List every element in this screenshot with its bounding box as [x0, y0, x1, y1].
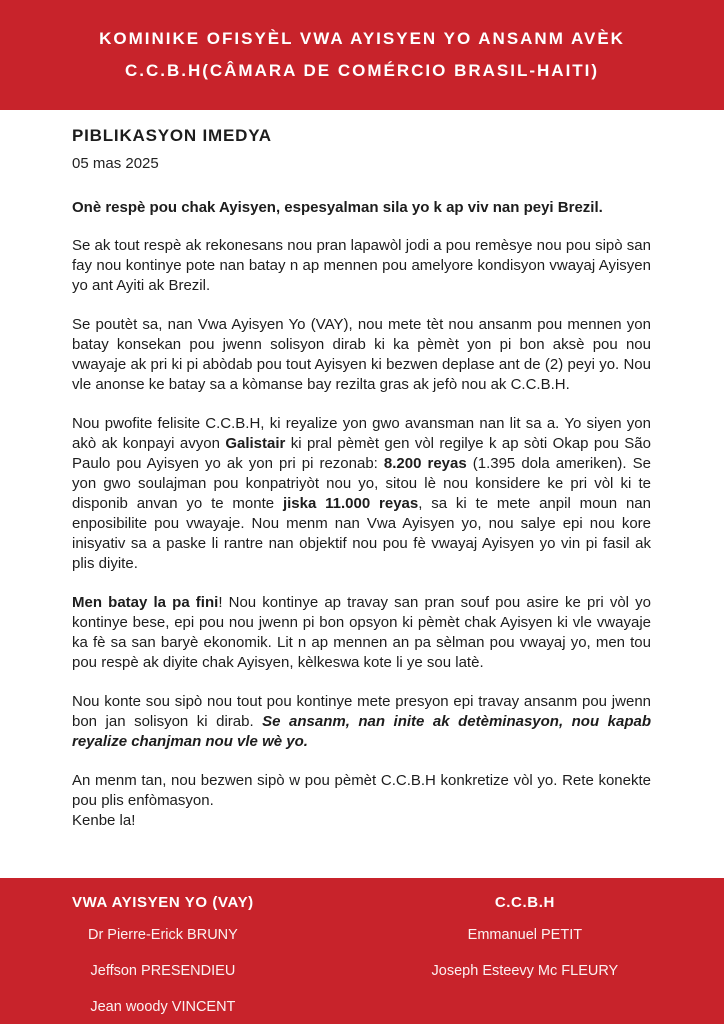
intro-line: Onè respè pou chak Ayisyen, espesyalman sila yo k ap viv nan peyi Brezil.	[72, 199, 603, 216]
org-title-ccbh: C.C.B.H	[494, 894, 555, 911]
paragraph-6: An menm tan, nou bezwen sipò w pou pèmèt C.C.B.H konkretize vòl yo. Rete konekte pou plis enfòmasyon.	[72, 772, 651, 809]
paragraph-list	[72, 236, 651, 811]
signatory-name: Joseph Esteevy Mc FLEURY	[431, 963, 619, 979]
release-date: 05 mas 2025	[72, 155, 159, 172]
release-type-label: PIBLIKASYON IMEDYA	[72, 126, 272, 145]
paragraph-3: Nou pwofite felisite C.C.B.H, ki reyalize yon gwo avansman nan lit sa a. Yo siyen yon akò ak konpayi avyon Galistair ki pral pèmèt gen vòl regilye k ap sòti Okap pou São Paulo pou Ayisyen yo ak yon pri pi rezonab: 8.200 reyas (1.395 dola ameriken). Se yon gwo soulajman pou konpatriyòt nou yo, sitou lè nou konsidere ke pri vòl ki te disponib anvan yo te monte jiska 11.000 reyas, sa ki te mete anpil moun nan enposibilite pou vwayaje. Nou menm nan Vwa Ayisyen yo, nou salye epi nou kore inisyativ sa a paske li rantre nan objektif nou pou fè vwayaj Ayisyen yo vin pi fasil ak plis diyite.	[72, 415, 651, 572]
paragraph-1: Se ak tout respè ak rekonesans nou pran lapawòl jodi a pou remèsye nou pou sipò san fay nou kontinye pote nan batay n ap mennen pou amelyore kondisyon vwayaj Ayisyen yo ant Ayiti ak Brezil.	[72, 237, 651, 294]
footer-banner	[0, 878, 724, 1024]
press-title-line-1: KOMINIKE OFISYÈL VWA AYISYEN YO ANSANM AVÈK	[99, 29, 625, 48]
press-title-line-2: C.C.B.H(CÂMARA DE COMÉRCIO BRASIL-HAITI)	[124, 61, 600, 80]
signatory-name: Emmanuel PETIT	[467, 927, 583, 943]
org-title-vay: VWA AYISYEN YO (VAY)	[72, 894, 254, 911]
paragraph-2: Se poutèt sa, nan Vwa Ayisyen Yo (VAY), nou mete tèt nou ansanm pou mennen yon batay konsekan pou jwenn solisyon dirab ki ka pèmèt yon pi bon aksè pou nou vwayaje ak pri ki pi abòdab pou tout Ayisyen ki bezwen deplase ant de (2) peyi yo. Nou vle anonse ke batay sa a kòmanse bay rezilta gras ak jefò nou ak C.C.B.H.	[72, 316, 651, 393]
paragraph-4: Men batay la pa fini! Nou kontinye ap travay san pran souf pou asire ke pri vòl yo kontinye bese, epi pou nou jwenn pi bon opsyon ki pèmèt chak Ayisyen ki vle vwayaje ka fè sa san baryè ekonomik. Lit n ap mennen an pa sèlman pou vwayaj yo, men tou pou respè ak diyite chak Ayisyen, kèlkeswa kote li ye sou latè.	[72, 594, 651, 671]
press-body	[0, 110, 724, 878]
paragraph-5: Nou konte sou sipò nou tout pou kontinye mete presyon epi travay ansanm pou jwenn bon jan solisyon ki dirab. Se ansanm, nan inite ak detèminasyon, nou kapab reyalize chanjman nou vle wè yo.	[72, 693, 651, 750]
footer-column-ccbh	[326, 893, 724, 1024]
signatory-name: Dr Pierre-Erick BRUNY	[87, 927, 238, 943]
header-banner	[0, 0, 724, 110]
signatory-name: Jeffson PRESENDIEU	[90, 963, 236, 979]
footer-column-vay	[0, 893, 326, 1024]
signatory-name: Jean woody VINCENT	[90, 999, 236, 1015]
sign-off: Kenbe la!	[72, 812, 136, 829]
